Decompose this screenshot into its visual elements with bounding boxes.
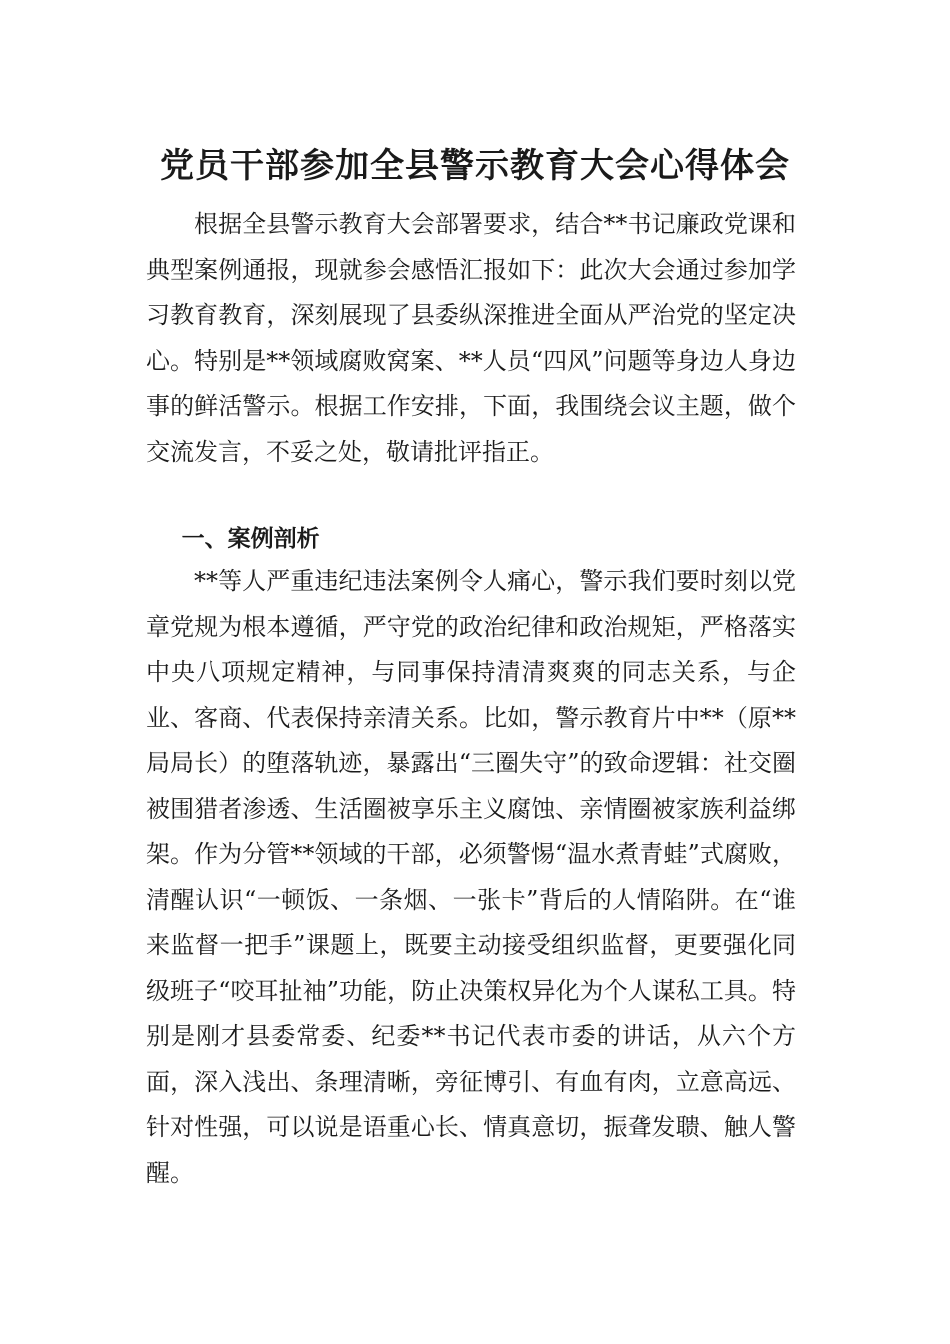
intro-paragraph: 根据全县警示教育大会部署要求，结合**书记廉政党课和典型案例通报，现就参会感悟汇报如下：此次大会通过参加学习教育教育，深刻展现了县委纵深推进全面从严治党的坚定决心。特别是**领域腐败窝案、**人员“四风”问题等身边人身边事的鲜活警示。根据工作安排，下面，我围绕会议主题，做个交流发言，不妥之处，敬请批评指正。 <box>146 210 796 466</box>
document-title: 党员干部参加全县警示教育大会心得体会 <box>160 145 790 186</box>
section-heading-case-analysis: 一、案例剖析 <box>181 526 320 552</box>
case-analysis-paragraph: **等人严重违纪违法案例令人痛心，警示我们要时刻以党章党规为根本遵循，严守党的政治纪律和政治规矩，严格落实中央八项规定精神，与同事保持清清爽爽的同志关系，与企业、客商、代表保持亲清关系。比如，警示教育片中**（原**局局长）的堕落轨迹，暴露出“三圈失守”的致命逻辑：社交圈被围猎者渗透、生活圈被享乐主义腐蚀、亲情圈被家族利益绑架。作为分管**领域的干部，必须警惕“温水煮青蛙”式腐败，清醒认识“一顿饭、一条烟、一张卡”背后的人情陷阱。在“谁来监督一把手”课题上，既要主动接受组织监督，更要强化同级班子“咬耳扯袖”功能，防止决策权异化为个人谋私工具。特别是刚才县委常委、纪委**书记代表市委的讲话，从六个方面，深入浅出、条理清晰，旁征博引、有血有肉，立意高远、针对性强，可以说是语重心长、情真意切，振聋发聩、触人警醒。 <box>146 567 796 1187</box>
